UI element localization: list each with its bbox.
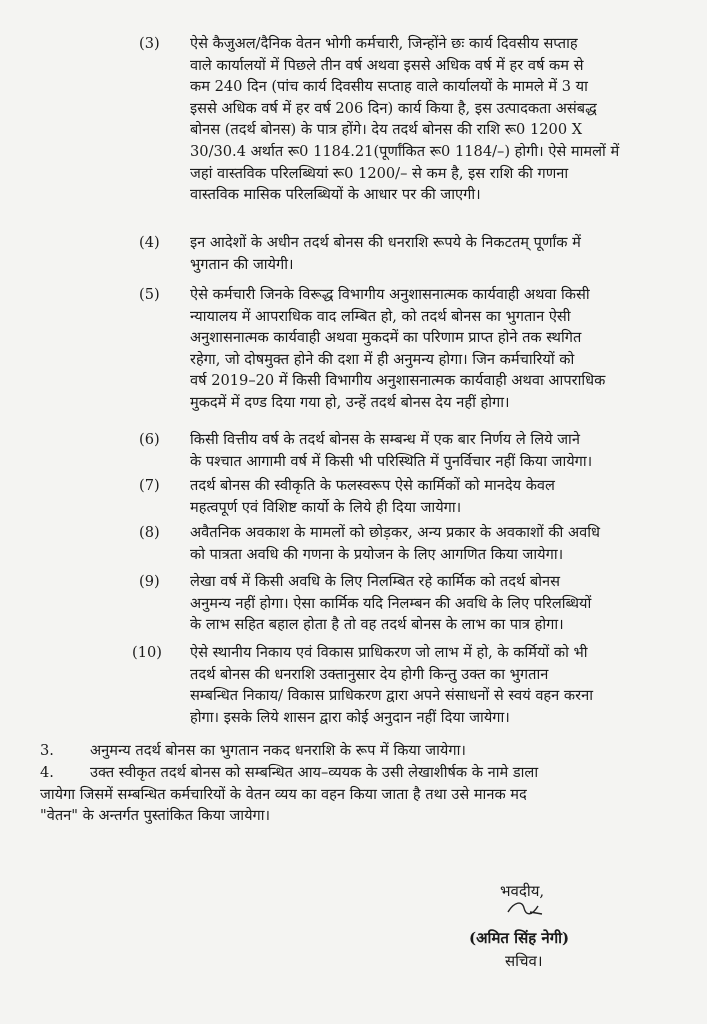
text-line: लेखा वर्ष में किसी अवधि के लिए निलम्बित रहे कार्मिक को तदर्थ बोनस (190, 573, 560, 590)
clause-text (190, 642, 666, 728)
text-line: ऐसे कैजुअल/दैनिक वेतन भोगी कर्मचारी, जिन्होंने छः कार्य दिवसीय सप्ताह (190, 35, 578, 52)
text-line: वर्ष 2019–20 में किसी विभागीय अनुशासनात्मक कार्यवाही अथवा आपराधिक (190, 372, 606, 390)
text-line: "वेतन" के अन्तर्गत पुस्तांकित किया जायेगा। (40, 807, 271, 825)
clause-number: (6) (139, 431, 160, 448)
signatory-name: (अमित सिंह नेगी) (469, 929, 570, 947)
clause-text (190, 522, 666, 565)
text-line: तदर्थ बोनस की स्वीकृति के फलस्वरूप ऐसे कार्मिकों को मानदेय केवल (190, 477, 555, 494)
text-line: कम 240 दिन (पांच कार्य दिवसीय सप्ताह वाले कार्यालयों के मामले में 3 या (190, 78, 588, 96)
clause-number: (9) (139, 573, 160, 590)
signature-scribble (502, 896, 562, 920)
text-line: वास्तविक मासिक परिलब्धियों के आधार पर की जाएगी। (190, 186, 481, 204)
text-line: अनुमन्य तदर्थ बोनस का भुगतान नकद धनराशि के रूप में किया जायेगा। (90, 742, 466, 759)
text-line: मुकदमें में दण्ड दिया गया हो, उन्हें तदर्थ बोनस देय नहीं होगा। (190, 393, 510, 411)
text-line: उक्त स्वीकृत तदर्थ बोनस को सम्बन्धित आय–व्ययक के उसी लेखाशीर्षक के नामे डाला (90, 764, 539, 781)
clause-text (190, 429, 666, 472)
text-line: किसी वित्तीय वर्ष के तदर्थ बोनस के सम्बन्ध में एक बार निर्णय ले लिये जाने (190, 431, 580, 448)
text-line: महत्वपूर्ण एवं विशिष्ट कार्यो के लिये ही दिया जायेगा। (190, 498, 462, 516)
clause-text (190, 284, 666, 414)
text-line: इन आदेशों के अधीन तदर्थ बोनस की धनराशि रूपये के निकटतम् पूर्णांक में (190, 234, 581, 251)
text-line: सम्बन्धित निकाय/ विकास प्राधिकरण द्वारा अपने संसाधनों से स्वयं वहन करना (190, 687, 593, 705)
text-line: इससे अधिक वर्ष में हर वर्ष 206 दिन) कार्य किया है, इस उत्पादकता असंबद्ध (190, 99, 597, 117)
clause-number: (3) (139, 35, 160, 52)
closing-text: भवदीय, (500, 882, 545, 900)
text-line: जायेगा जिसमें सम्बन्धित कर्मचारियों के वेतन व्यय का वहन किया जाता है तथा उसे मानक मद (40, 785, 527, 803)
text-line: के लाभ सहित बहाल होता है तो वह तदर्थ बोनस के लाभ का पात्र होगा। (190, 616, 564, 634)
clause-text (190, 33, 666, 206)
clause-text (190, 571, 666, 636)
clause-number: (4) (139, 234, 160, 251)
text-line: ऐसे कर्मचारी जिनके विरूद्ध विभागीय अनुशासनात्मक कार्यवाही अथवा किसी (190, 286, 590, 303)
signatory-designation: सचिव। (505, 952, 543, 970)
text-line: बोनस (तदर्थ बोनस) के पात्र होंगे। देय तदर्थ बोनस की राशि रू0 1200 X (190, 121, 583, 139)
text-line: न्यायालय में आपराधिक वाद लम्बित हो, को तदर्थ बोनस का भुगतान ऐसी (190, 307, 571, 325)
paragraph-text (90, 740, 666, 762)
paragraph-text (40, 762, 666, 827)
clause-text (190, 232, 666, 275)
text-line: ऐसे स्थानीय निकाय एवं विकास प्राधिकरण जो लाभ में हो, के कर्मियों को भी (190, 644, 588, 661)
paragraph-number: 3. (40, 742, 54, 759)
paragraph-number: 4. (40, 764, 54, 781)
text-line: तदर्थ बोनस की धनराशि उक्तानुसार देय होगी किन्तु उक्त का भुगतान (190, 665, 549, 683)
text-line: 30/30.4 अर्थात रू0 1184.21(पूर्णांकित रू0 1184/–) होगी। ऐसे मामलों में (190, 142, 620, 160)
text-line: वाले कार्यालयों में पिछले तीन वर्ष अथवा इससे अधिक वर्ष में हर वर्ष कम से (190, 56, 584, 74)
text-line: को पात्रता अवधि की गणना के प्रयोजन के लिए आगणित किया जायेगा। (190, 545, 564, 563)
text-line: भुगतान की जायेगी। (190, 255, 294, 273)
text-line: होगा। इसके लिये शासन द्वारा कोई अनुदान नहीं दिया जायेगा। (190, 708, 510, 726)
text-line: के पश्चात आगामी वर्ष में किसी भी परिस्थिति में पुनर्विचार नहीं किया जायेगा। (190, 452, 593, 470)
clause-text (190, 475, 666, 518)
text-line: अनुशासनात्मक कार्यवाही अथवा मुकदमें का परिणाम प्राप्त होने तक स्थगित (190, 329, 582, 347)
text-line: अवैतनिक अवकाश के मामलों को छोड़कर, अन्य प्रकार के अवकाशों की अवधि (190, 524, 600, 541)
text-line: रहेगा, जो दोषमुक्त होने की दशा में ही अनुमन्य होगा। जिन कर्मचारियों को (190, 350, 575, 368)
clause-number: (5) (139, 286, 160, 303)
text-line: अनुमन्य नहीं होगा। ऐसा कार्मिक यदि निलम्बन की अवधि के लिए परिलब्धियों (190, 594, 592, 612)
text-line: जहां वास्तविक परिलब्धियां रू0 1200/– से कम है, इस राशि की गणना (190, 164, 569, 182)
clause-number: (8) (139, 524, 160, 541)
clause-number: (10) (132, 644, 162, 661)
clause-number: (7) (139, 477, 160, 494)
